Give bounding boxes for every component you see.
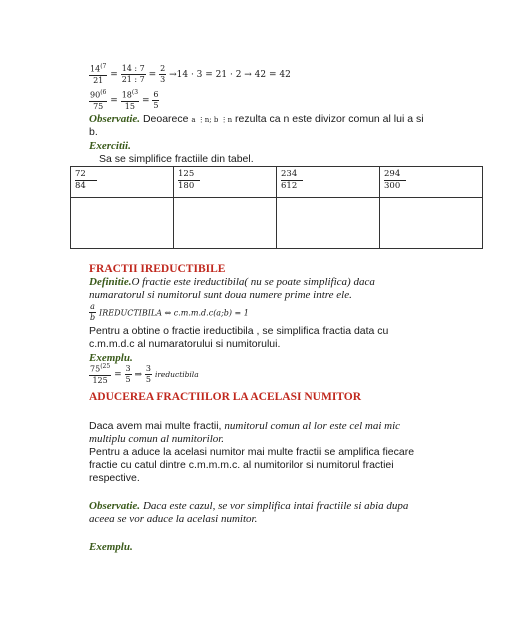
example-line-2: $\frac{90^{(6}}{75}$ = $\frac{18^{(3}}{15}$ = $\frac{6}{5}$ — [90, 89, 159, 111]
fraction: $\frac{14^{(7}}{21}$ — [90, 63, 107, 85]
observation-1-cont: b. — [89, 126, 98, 138]
definition: Definitie.O fractie este ireductibila( nu se poate simplifica) daca — [89, 276, 375, 288]
table-cell-empty — [380, 198, 483, 249]
common-denominator-para-2c: respective. — [89, 472, 140, 484]
section-heading-irreducible: FRACTII IREDUCTIBILE — [89, 263, 226, 275]
fraction: $\frac{2}{3}$ — [160, 63, 166, 84]
section-heading-common-denominator: ADUCEREA FRACTIILOR LA ACELASI NUMITOR — [89, 391, 362, 403]
observation-1: Observatie. Deoarece a ⋮n; b ⋮n rezulta ca n este divizor comun al lui a si — [89, 113, 424, 125]
common-denominator-para-2a: Pentru a aduce la acelasi numitor mai multe fractii se amplifica fiecare — [89, 446, 415, 458]
common-denominator-para-1-cont: multiplu comun al numitorilor. — [89, 433, 225, 445]
common-denominator-para-1: Daca avem mai multe fractii, numitorul comun al lor este cel mai mic — [89, 420, 401, 432]
irreducible-example: $\frac{75^{(25}}{125}$ = $\frac{3}{5}$ ⇒ $\frac{3}{5}$ ireductibila — [90, 363, 199, 385]
table-cell: $\frac{125}{180}$ — [174, 167, 277, 198]
fraction: $\frac{6}{5}$ — [153, 89, 159, 110]
irreducible-para-1: Pentru a obtine o fractie ireductibila , se simplifica fractia data cu — [89, 325, 389, 337]
example-label: Exemplu. — [89, 352, 133, 364]
fraction: $\frac{18^{(3}}{15}$ — [121, 89, 139, 111]
exercises-label: Exercitii. — [89, 140, 131, 152]
table-cell-empty — [277, 198, 380, 249]
table-cell: $\frac{294}{300}$ — [380, 167, 483, 198]
definition-cont: numaratorul si numitorul sunt doua numere prime intre ele. — [89, 289, 352, 301]
table-cell-empty — [174, 198, 277, 249]
equation-tail: →14 · 3 = 21 · 2 → 42 = 42 — [169, 70, 291, 81]
common-denominator-para-2b: fractie cu catul dintre c.m.m.m.c. al numitorilor si numitorul fractiei — [89, 459, 394, 471]
fraction: $\frac{14 : 7}{21 : 7}$ — [121, 63, 145, 84]
irreducible-para-2: c.m.m.d.c al numaratorului si numitorului. — [89, 338, 281, 350]
table-cell: $\frac{234}{612}$ — [277, 167, 380, 198]
fraction-table — [70, 166, 483, 249]
irreducible-formula: $\frac{a}{b}$ IREDUCTIBILA ⇔ c.m.m.d.c(a;b) = 1 — [90, 302, 249, 322]
table-cell-empty — [71, 198, 174, 249]
fraction: $\frac{90^{(6}}{75}$ — [90, 89, 107, 111]
observation-2-cont: aceea se vor aduce la acelasi numitor. — [89, 513, 258, 525]
example-label-2: Exemplu. — [89, 541, 133, 553]
table-cell: $\frac{72}{84}$ — [71, 167, 174, 198]
definition-label: Definitie. — [89, 276, 132, 288]
example-line-1: $\frac{14^{(7}}{21}$ = $\frac{14 : 7}{21 : 7}$ = $\frac{2}{3}$ →14 · 3 = 21 · 2 → 42 = 42 — [90, 63, 291, 85]
observation-label: Observatie. — [89, 113, 141, 125]
observation-2: Observatie. Daca este cazul, se vor simplifica intai fractiile si abia dupa — [89, 500, 409, 512]
exercises-instruction: Sa se simplifice fractiile din tabel. — [99, 153, 254, 165]
